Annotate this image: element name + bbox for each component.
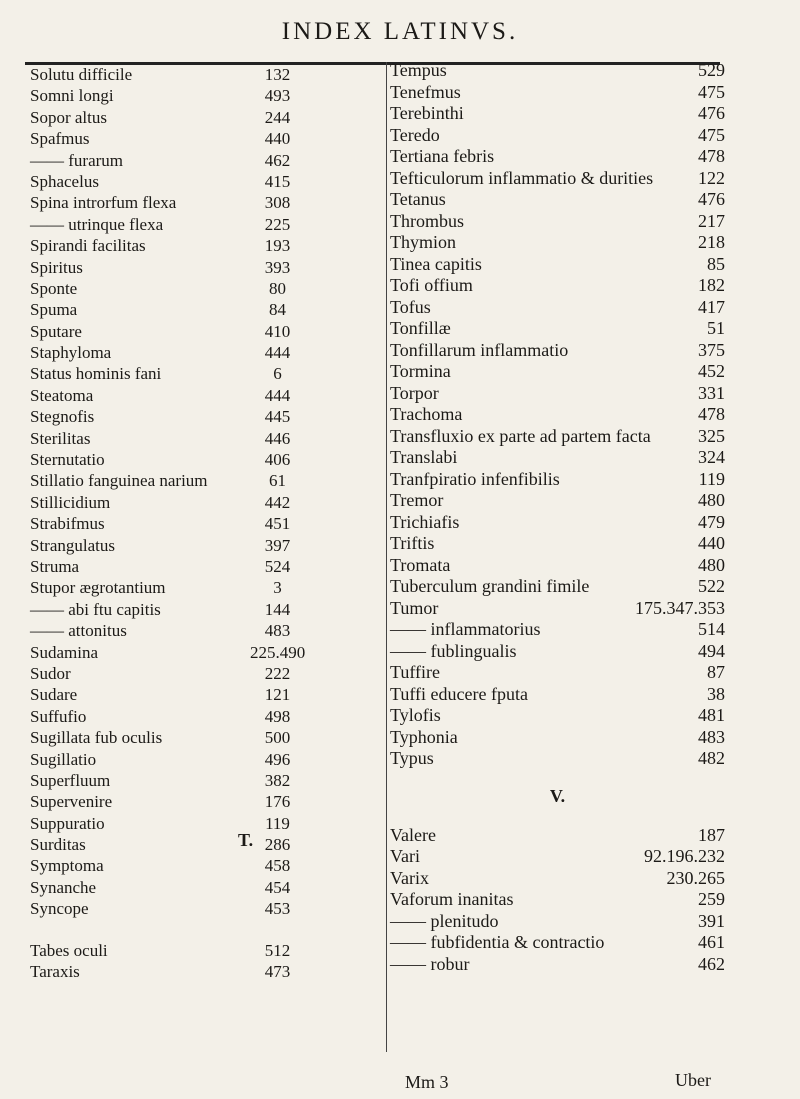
index-entry [30,535,365,556]
index-entry [30,278,365,299]
left-column [30,64,365,982]
index-term: Translabi [390,447,458,467]
index-term: Steatoma [30,385,94,405]
index-entry [390,275,725,297]
index-page-number: 483 [698,726,725,747]
index-page-number: 3 [273,578,282,598]
index-term: Spuma [30,300,78,320]
index-term: —— furarum [30,150,124,170]
index-page-number: 244 [264,107,291,127]
index-term: Vaforum inanitas [390,889,514,909]
index-term: Solutu difficile [30,65,133,84]
index-page-number: 440 [264,129,291,149]
index-entry [30,770,365,791]
index-term: —— utrinque flexa [30,214,164,234]
index-entry [30,642,365,663]
index-term: Tromata [390,554,451,575]
index-page-number: 217 [698,210,725,231]
index-term: —— fublingualis [390,640,517,661]
index-entry [390,383,725,405]
index-page-number: 444 [264,385,291,405]
index-entry [30,363,365,384]
index-page-number: 522 [698,576,725,596]
index-page-number: 478 [698,404,725,424]
index-entry [390,868,725,890]
index-entry [390,576,725,598]
index-entry [390,825,725,847]
index-entry [30,192,365,213]
index-page-number: 493 [264,86,291,106]
index-term: Spina introrfum flexa [30,193,177,213]
index-page-number: 182 [698,275,725,295]
index-page-number: 476 [698,189,725,209]
index-term: —— abi ftu capitis [30,599,161,619]
index-entry [30,961,365,982]
index-page-number: 92.196.232 [644,846,725,866]
index-term: Sphacelus [30,171,99,191]
index-term: Terebinthi [390,103,464,123]
index-page-number: 193 [264,236,291,256]
index-entry [30,663,365,684]
index-entry [30,513,365,534]
index-term: Tonfillæ [390,318,451,338]
index-term: Supervenire [30,792,113,812]
section-letter-t: T. [238,830,254,850]
index-page-number: 410 [264,321,291,341]
index-entry [30,898,365,919]
index-term: Tumor [390,597,439,618]
index-entry [390,846,725,868]
index-entry [390,619,725,641]
index-page-number: 475 [698,124,725,145]
index-page-number: 119 [698,468,725,489]
index-term: Tonfillarum inflammatio [390,339,569,360]
index-term: Tuberculum grandini fimile [390,576,590,596]
index-entry [390,426,725,448]
index-page-number: 222 [264,663,291,683]
index-entry [30,299,365,320]
index-page-number: 38 [707,683,725,704]
index-page-number: 121 [264,685,291,705]
index-entry [390,490,725,512]
index-entry [390,232,725,254]
index-page-number: 458 [264,856,291,876]
index-term: Valere [390,824,436,845]
index-term: Symptoma [30,856,104,876]
index-term: Sudare [30,685,78,705]
index-term: Tetanus [390,189,446,209]
index-page-number: 391 [698,910,725,931]
index-term: Suppuratio [30,813,105,833]
index-term: Stupor ægrotantium [30,578,166,598]
index-entry [390,125,725,147]
index-page-number: 476 [698,103,725,123]
index-term: Sponte [30,278,78,298]
index-term: Sterilitas [30,428,91,448]
index-term: Tefticulorum inflammatio & durities [390,167,654,188]
index-page-number: 417 [698,296,725,317]
index-entry [390,598,725,620]
index-term: Tuffire [390,662,441,682]
index-entry [30,599,365,620]
index-term: Struma [30,556,80,576]
index-term: Somni longi [30,86,114,106]
right-column [390,60,725,975]
index-term: Sternutatio [30,450,105,470]
index-entry [30,577,365,598]
index-entry [30,321,365,342]
index-page-number: 462 [264,150,291,170]
index-page-number: 225.490 [250,642,306,662]
index-entry [390,748,725,770]
index-term: Tuffi educere fputa [390,683,528,704]
index-term: Transfluxio ex parte ad partem facta [390,425,651,446]
index-term: Synanche [30,877,97,897]
index-entry [30,727,365,748]
index-page-number: 496 [264,749,291,769]
index-term: Tenefmus [390,81,461,102]
index-page-number: 445 [264,407,291,427]
index-entry [30,813,365,834]
index-term: Typhonia [390,726,458,747]
index-term: Sopor altus [30,107,107,127]
index-term: Sugillatio [30,749,97,769]
index-page-number: 494 [698,640,725,661]
index-entry [390,889,725,911]
index-term: Typus [390,748,434,768]
index-entry [390,911,725,933]
index-page-number: 375 [698,339,725,360]
index-page-number: 218 [698,232,725,252]
index-term: Tylofis [390,705,441,725]
index-entry [390,662,725,684]
index-entry [390,447,725,469]
index-entry [30,406,365,427]
section-letter-v: V. [549,785,566,806]
index-term: Strangulatus [30,535,115,555]
signature-mark: Mm 3 [405,1072,449,1092]
index-entry [30,107,365,128]
index-page-number: 84 [269,300,286,320]
index-entry [390,254,725,276]
index-entry [30,855,365,876]
index-term: Sudor [30,663,71,683]
index-term: —— inflammatorius [390,619,541,639]
index-term: Tofi offium [390,275,473,295]
index-entry [30,470,365,491]
index-page-number: 393 [264,257,291,277]
index-term: Tabes oculi [30,940,108,960]
catchword: Uber [675,1070,711,1090]
index-entry [30,428,365,449]
index-entry [30,235,365,256]
index-entry [30,877,365,898]
index-page-number: 230.265 [666,867,725,888]
index-entry [390,211,725,233]
index-entry [30,791,365,812]
index-page-number: 397 [264,535,291,555]
index-page-number: 462 [698,953,725,974]
index-page-number: 482 [698,748,725,768]
index-term: Varix [390,867,429,888]
index-term: Superfluum [30,770,111,790]
index-page-number: 286 [264,835,291,855]
index-term: Surditas [30,835,86,855]
index-page-number: 480 [698,490,725,510]
index-page-number: 187 [698,824,725,845]
index-page-number: 481 [698,705,725,725]
index-entry [390,727,725,749]
index-page-number: 524 [264,556,291,576]
index-page-number: 500 [264,728,291,748]
index-term: —— fubfidentia & contractio [390,932,605,952]
index-page-number: 259 [698,889,725,909]
index-term: Torpor [390,382,439,403]
index-page-number: 454 [264,877,291,897]
index-term: Stillicidium [30,492,111,512]
index-page-number: 440 [698,533,725,553]
index-entry [390,705,725,727]
index-page-number: 6 [273,364,282,384]
index-page-number: 451 [264,514,291,534]
index-term: Tempus [390,60,447,80]
index-term: Thrombus [390,210,464,231]
index-entry [390,60,725,82]
index-page-number: 382 [264,770,291,790]
index-term: Teredo [390,124,440,145]
index-term: Sudamina [30,642,98,662]
index-page-number: 529 [698,60,725,80]
index-page-number: 483 [264,621,291,641]
index-term: Tranfpiratio infenfibilis [390,468,560,489]
index-term: Trichiafis [390,511,460,532]
index-page-number: 176 [264,792,291,812]
index-page-number: 453 [264,899,291,919]
index-entry [30,85,365,106]
column-divider [386,62,387,1052]
index-entry [30,684,365,705]
index-page-number: 61 [269,471,286,491]
index-page-number: 331 [698,382,725,403]
index-entry [30,749,365,770]
index-term: Spirandi facilitas [30,236,146,256]
index-term: Sugillata fub oculis [30,728,163,748]
index-term: Stillatio fanguinea narium [30,471,208,491]
index-page-number: 478 [698,146,725,166]
index-term: Tertiana febris [390,146,495,166]
index-page-number: 325 [698,425,725,446]
index-term: Spiritus [30,257,83,277]
index-entry [390,641,725,663]
index-term: Tinea capitis [390,253,482,274]
page-header: INDEX LATINVS. [281,18,519,45]
index-entry [30,214,365,235]
index-page-number: 479 [698,511,725,532]
index-entry [30,342,365,363]
index-entry [390,168,725,190]
index-entry [30,64,365,85]
index-page-number: 175.347.353 [635,597,725,618]
index-entry [390,512,725,534]
index-entry [30,449,365,470]
index-entry [30,620,365,641]
index-entry [390,318,725,340]
index-term: Suffufio [30,706,87,726]
index-term: —— attonitus [30,621,127,641]
index-term: Taraxis [30,962,80,982]
section-gap [30,920,365,940]
index-entry [30,556,365,577]
index-entry [390,684,725,706]
index-page-number: 87 [707,662,725,682]
index-entry [390,469,725,491]
index-entry [390,340,725,362]
index-entry [30,128,365,149]
index-entry [30,257,365,278]
index-entry [390,189,725,211]
index-term: —— robur [390,953,470,974]
index-term: Thymion [390,232,456,252]
index-term: Tofus [390,296,431,317]
index-page-number: 144 [264,599,291,619]
index-page-number: 324 [698,447,725,467]
index-entry [390,404,725,426]
index-page-number: 475 [698,81,725,102]
index-page-number: 512 [264,940,291,960]
index-entry [390,82,725,104]
index-term: Syncope [30,899,89,919]
index-term: Tremor [390,490,444,510]
index-page-number: 225 [264,214,291,234]
index-page-number: 308 [264,193,291,213]
index-entry [390,146,725,168]
index-term: Status hominis fani [30,364,162,384]
index-page-number: 444 [264,343,291,363]
index-entry [30,940,365,961]
index-page-number: 415 [264,171,291,191]
index-term: —— plenitudo [390,910,499,931]
index-entry [390,533,725,555]
index-page-number: 514 [698,619,725,639]
index-page-number: 132 [264,65,291,84]
index-page-number: 119 [265,813,290,833]
index-term: Triftis [390,533,435,553]
index-page-number: 452 [698,361,725,381]
index-entry [390,555,725,577]
index-entry [390,361,725,383]
index-entry [30,706,365,727]
index-entry [390,932,725,954]
index-term: Staphyloma [30,343,112,363]
index-entry [30,834,365,855]
index-page-number: 80 [269,278,286,298]
index-term: Spafmus [30,129,90,149]
index-term: Stegnofis [30,407,95,427]
index-page-number: 406 [264,450,291,470]
index-entry [30,171,365,192]
index-page-number: 498 [264,706,291,726]
index-term: Sputare [30,321,82,341]
index-entry [390,103,725,125]
index-term: Strabifmus [30,514,105,534]
index-page-number: 473 [264,962,291,982]
index-page-number: 480 [698,554,725,575]
index-page-number: 85 [707,253,725,274]
index-page-number: 122 [698,167,725,188]
index-term: Tormina [390,361,451,381]
index-entry [30,492,365,513]
index-term: Vari [390,846,420,866]
index-page-number: 461 [698,932,725,952]
index-page-number: 446 [264,428,291,448]
index-entry [390,954,725,976]
index-entry [30,150,365,171]
index-entry [390,297,725,319]
index-page-number: 51 [707,318,725,338]
index-entry [30,385,365,406]
index-page-number: 442 [264,492,291,512]
index-term: Trachoma [390,404,463,424]
